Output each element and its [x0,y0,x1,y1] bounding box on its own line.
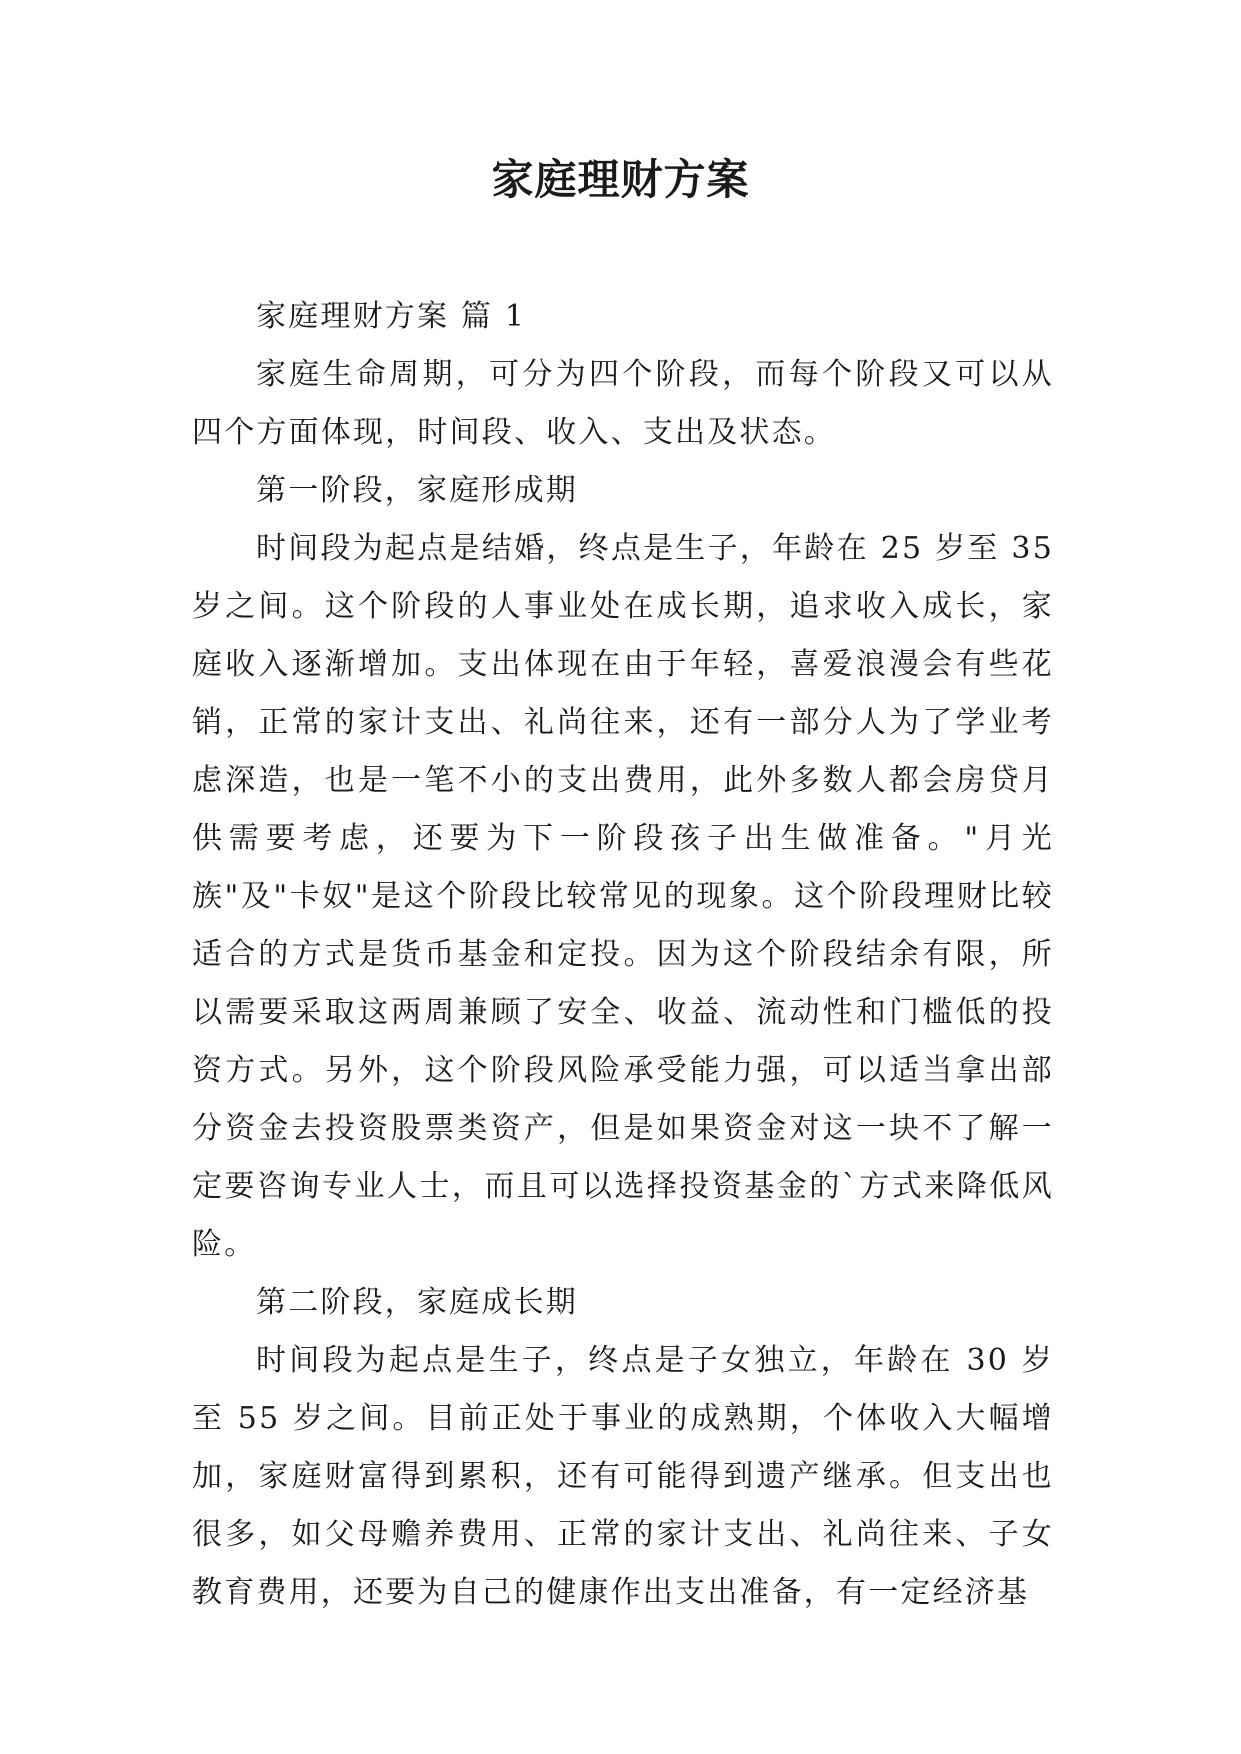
stage-one-heading: 第一阶段，家庭形成期 [256,473,578,508]
paragraph-stage-two: 时间段为起点是生子，终点是子女独立，年龄在 30 岁至 55 岁之间。目前正处于事业的成熟期，个体收入大幅增加，家庭财富得到累积，还有可能得到遗产继承。但支出也很多，如父母赡养费用、正常的家计支出、礼尚往来、子女教育费用，还要为自己的健康作出支出准备，有一定经济基 [192,1343,1054,1610]
section-heading: 家庭理财方案 篇 1 [256,299,527,334]
paragraph-intro: 家庭生命周期，可分为四个阶段，而每个阶段又可以从四个方面体现，时间段、收入、支出及状态。 [192,357,1054,450]
document-body [192,288,1054,1622]
document-title: 家庭理财方案 [491,155,750,204]
paragraph-stage-one: 时间段为起点是结婚，终点是生子，年龄在 25 岁至 35 岁之间。这个阶段的人事业处在成长期，追求收入成长，家庭收入逐渐增加。支出体现在由于年轻，喜爱浪漫会有些花销，正常的家计支出、礼尚往来，还有一部分人为了学业考虑深造，也是一笔不小的支出费用，此外多数人都会房贷月供需要考虑，还要为下一阶段孩子出生做准备。"月光族"及"卡奴"是这个阶段比较常见的现象。这个阶段理财比较适合的方式是货币基金和定投。因为这个阶段结余有限，所以需要采取这两周兼顾了安全、收益、流动性和门槛低的投资方式。另外，这个阶段风险承受能力强，可以适当拿出部分资金去投资股票类资产，但是如果资金对这一块不了解一定要咨询专业人士，而且可以选择投资基金的`方式来降低风险。 [192,531,1054,1262]
stage-two-heading: 第二阶段，家庭成长期 [256,1285,578,1320]
